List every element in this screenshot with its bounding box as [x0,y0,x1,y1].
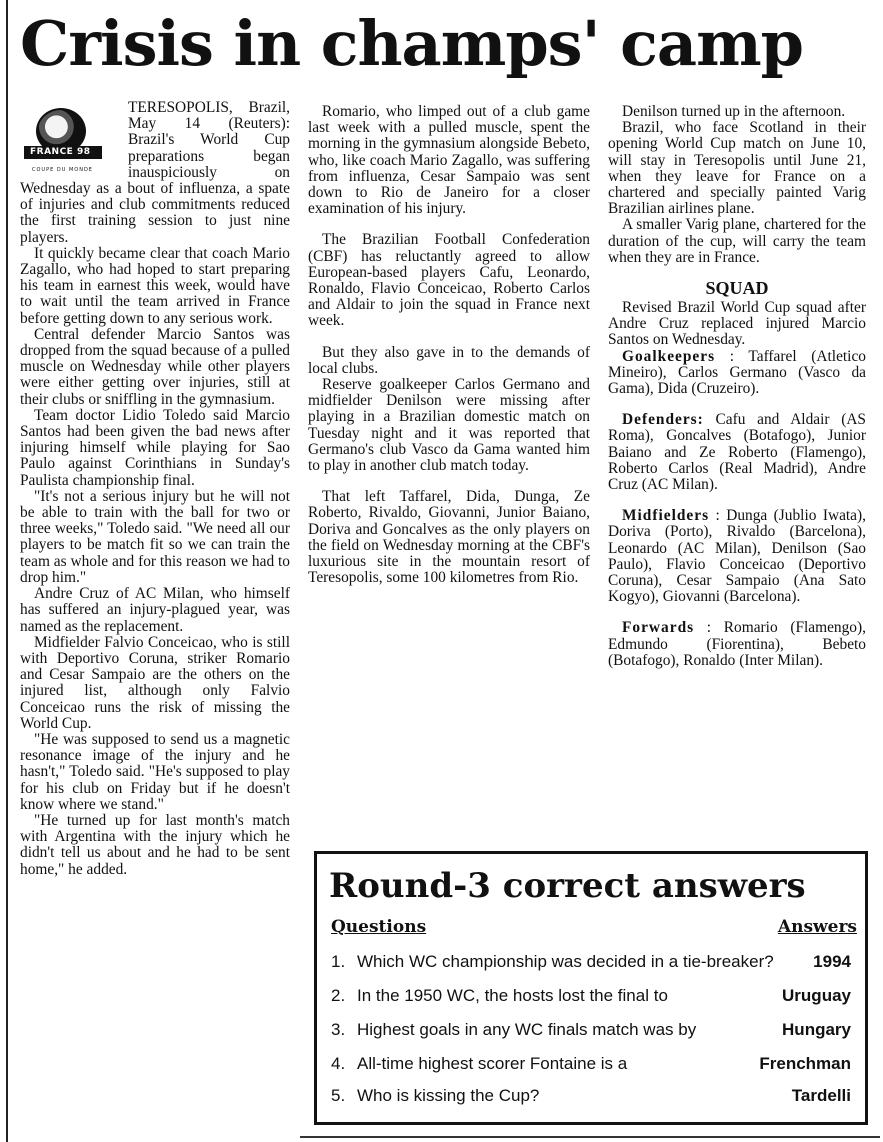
article-paragraph: But they also gave in to the demands of local clubs. [308,343,590,377]
article-paragraph: It quickly became clear that coach Mario Zagallo, who had hoped to start preparing his team in earnest this week, would have to wait until the team arrived in France before getting down to any serious work. [20,244,290,327]
quiz-row [331,1084,859,1108]
quiz-answer: Hungary [782,1020,851,1039]
article-paragraph: "He turned up for last month's match with Argentina with the injury which he didn't tell us about and he had to be sent home," he added. [20,811,290,878]
squad-group-players: Romario (Flamengo), Edmundo (Fiorentina), Bebeto (Botafogo), Ronaldo (Inter Milan). [608,619,866,669]
article-paragraph: Reserve goalkeeper Carlos Germano and midfielder Denilson were missing after playing in a Brazilian domestic match on Tuesday night and it was reported that Germano's club Vasco da Gama wanted him to play in another club match today. [308,376,590,475]
quiz-question: In the 1950 WC, the hosts lost the final to [357,986,668,1005]
squad-group-label: Defenders: [622,411,704,429]
quiz-answer: Tardelli [791,1086,851,1105]
squad-group-separator: : [709,507,727,525]
logo-text: FRANCE 98 [30,147,91,157]
answers-header: Answers [777,917,857,937]
squad-group-goalkeepers [608,349,866,398]
article-paragraph: "He was supposed to send us a magnetic resonance image of the injury and he hasn't," Toledo said. "He's supposed to play for his club on Friday but if he doesn't know where we stand." [20,730,290,813]
squad-group-players: Cafu and Aldair (AS Roma), Goncalves (Botafogo), Junior Baiano and Ze Roberto (Flamengo), Roberto Carlos (Real Madrid), Andre Cruz (AC Milan). [608,411,866,494]
squad-group-midfielders [608,508,866,605]
article-column-3 [608,104,866,669]
article-paragraph: Romario, who limped out of a club game last week with a pulled muscle, spent the morning in the gymnasium alongside Bebeto, who, like coach Mario Zagallo, was suffering from influenza, Cesar Sampaio was sent down to Rio de Janeiro for a closer examination of his injury. [308,103,590,218]
squad-heading: SQUAD [705,278,769,299]
column-rule [6,0,8,1142]
quiz-row [331,950,859,974]
quiz-number: 1. [331,952,346,971]
quiz-number: 3. [331,1020,346,1039]
quiz-row [331,1018,859,1042]
squad-group-separator: : [694,619,724,637]
squad-group-separator [704,411,716,428]
squad-group-players: Dunga (Jublio Iwata), Doriva (Porto), Rivaldo (Barcelona), Leonardo (AC Milan), Denilson (Sao Paulo), Flavio Conceicao (Deportivo Coruna), Cesar Sampaio (Ana Sato Kogyo), Giovanni (Barcelona). [608,507,866,606]
article-column-1 [20,100,290,878]
article-paragraph: Brazil, who face Scotland in their opening World Cup match on June 10, will stay in Teresopolis until June 21, when they leave for France on a chartered and specially painted Varig Brazilian airlines plane. [608,119,866,218]
quiz-question: Highest goals in any WC finals match was by [357,1020,697,1039]
squad-group-label: Forwards [622,619,695,637]
squad-group-separator: : [715,347,749,365]
quiz-question: Who is kissing the Cup? [357,1086,540,1105]
quiz-title: Round-3 correct answers [329,866,806,906]
quiz-question: Which WC championship was decided in a tie-breaker? [357,952,774,971]
article-paragraph: Denilson turned up in the afternoon. [622,103,846,120]
france-98-logo [20,106,120,176]
quiz-answer: 1994 [813,952,851,971]
quiz-answer: Frenchman [759,1054,851,1073]
quiz-row [331,984,859,1008]
article-paragraph: Central defender Marcio Santos was dropped from the squad because of a pulled muscle on Wednesday while other players were either getting over injuries, still at their clubs or sniffling in the gymnasium. [20,325,290,408]
squad-group-defenders [608,412,866,493]
article-dateline-paragraph: TERESOPOLIS, Brazil, May 14 (Reuters): Brazil's World Cup preparations began inauspiciously on Wednesday as a bout of influenza, a spate of injuries and club commitments reduced the first training session to just nine players. [20,99,290,246]
article-paragraph: That left Taffarel, Dida, Dunga, Ze Roberto, Rivaldo, Giovanni, Junior Baiano, Doriva and Goncalves as the only players on the field on Wednesday morning at the CBF's luxurious site in the mountain resort of Teresopolis, some 100 kilometres from Rio. [308,488,590,587]
article-column-2 [308,104,590,586]
quiz-number: 4. [331,1054,346,1073]
article-paragraph: Andre Cruz of AC Milan, who himself has suffered an injury-plagued year, was named as the replacement. [20,585,290,635]
quiz-row [331,1052,859,1076]
article-paragraph: A smaller Varig plane, chartered for the duration of the cup, will carry the team when they are in France. [608,216,866,266]
quiz-number: 5. [331,1086,346,1105]
quiz-question: All-time highest scorer Fontaine is a [357,1054,628,1073]
bottom-rule [300,1136,880,1138]
headline: Crisis in champs' camp [20,7,804,80]
squad-group-forwards [608,620,866,669]
quiz-answer: Uruguay [782,986,851,1005]
quiz-answers-box [314,851,868,1125]
article-paragraph: The Brazilian Football Confederation (CBF) has reluctantly agreed to allow European-based players Cafu, Leonardo, Ronaldo, Flavio Conceicao, Roberto Carlos and Aldair to join the squad in France next week. [308,231,590,330]
squad-intro: Revised Brazil World Cup squad after Andre Cruz replaced injured Marcio Santos on Wednesday. [608,299,866,349]
article-paragraph: Midfielder Falvio Conceicao, who is still with Deportivo Coruna, striker Romario and Cesar Sampaio are the others on the injured list, although only Falvio Conceicao runs the risk of missing the World Cup. [20,633,290,732]
squad-group-players: Taffarel (Atletico Mineiro), Carlos Germano (Vasco da Gama), Dida (Cruzeiro). [608,347,866,398]
article-paragraph: Team doctor Lidio Toledo said Marcio Santos had been given the bad news after injuring himself while playing for Sao Paulo against Corinthians in Sunday's Paulista championship final. [20,406,290,489]
questions-header: Questions [331,917,427,937]
quiz-number: 2. [331,986,346,1005]
squad-group-label: Goalkeepers [622,347,716,365]
article-paragraph: "It's not a serious injury but he will not be able to train with the ball for two or three weeks," Toledo said. "We need all our players to be match fit so we can train the team as whole and for this reason we had to drop him." [20,487,290,586]
logo-subtext: COUPE DU MONDE [32,167,93,173]
squad-group-label: Midfielders [622,507,710,525]
